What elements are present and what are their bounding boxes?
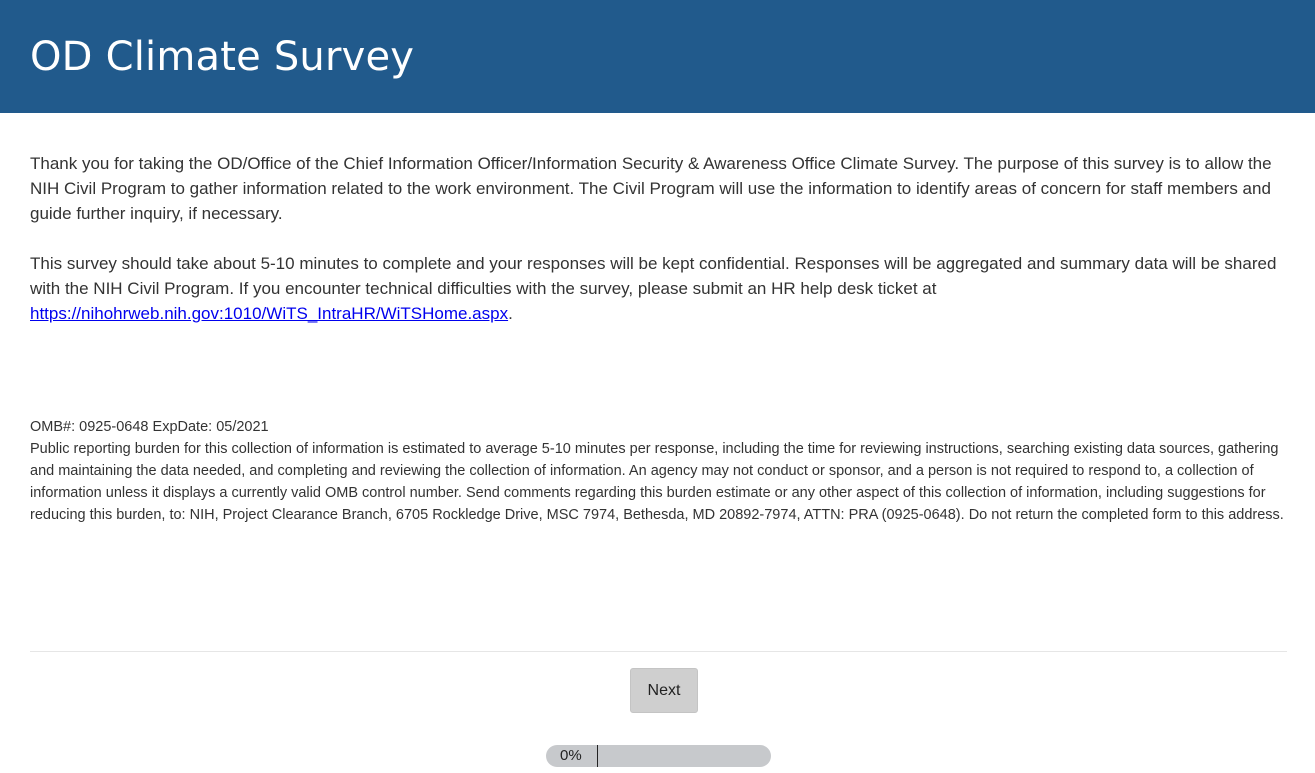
help-desk-link[interactable]: https://nihohrweb.nih.gov:1010/WiTS_IntraHR/WiTSHome.aspx <box>30 304 509 323</box>
survey-header <box>0 0 1315 113</box>
omb-disclosure <box>30 416 1292 526</box>
omb-burden-statement: Public reporting burden for this collection of information is estimated to average 5-10 minutes per response, including the time for reviewing instructions, searching existing data sources, gathering and maintaining the data needed, and completing and reviewing the collection of information. An agency may not conduct or sponsor, and a person is not required to respond to, a collection of information unless it displays a currently valid OMB control number. Send comments regarding this burden estimate or any other aspect of this collection of information, including suggestions for reducing this burden, to: NIH, Project Clearance Branch, 6705 Rockledge Drive, MSC 7974, Bethesda, MD 20892-7974, ATTN: PRA (0925-0648). Do not return the completed form to this address. <box>30 441 1284 523</box>
intro-paragraph-purpose: Thank you for taking the OD/Office of the Chief Information Officer/Information Security & Awareness Office Climate Survey. The purpose of this survey is to allow the NIH Civil Program to gather information related to the work environment. The Civil Program will use the information to identify areas of concern for staff members and guide further inquiry, if necessary. <box>30 154 1272 223</box>
survey-intro <box>30 151 1292 326</box>
survey-title: OD Climate Survey <box>30 34 415 80</box>
footer-divider <box>30 651 1287 652</box>
intro-instructions-end: . <box>508 304 513 323</box>
intro-paragraph-instructions <box>30 251 1292 326</box>
progress-marker <box>597 745 598 767</box>
omb-number: OMB#: 0925-0648 ExpDate: 05/2021 <box>30 419 269 435</box>
next-button[interactable]: Next <box>630 668 698 713</box>
intro-instructions-text: This survey should take about 5-10 minutes to complete and your responses will be kept confidential. Responses will be aggregated and summary data will be shared with the NIH Civil Program. If you encounter technical difficulties with the survey, please submit an HR help desk ticket at <box>30 254 1277 298</box>
progress-label: 0% <box>560 747 582 764</box>
progress-bar <box>546 745 771 767</box>
